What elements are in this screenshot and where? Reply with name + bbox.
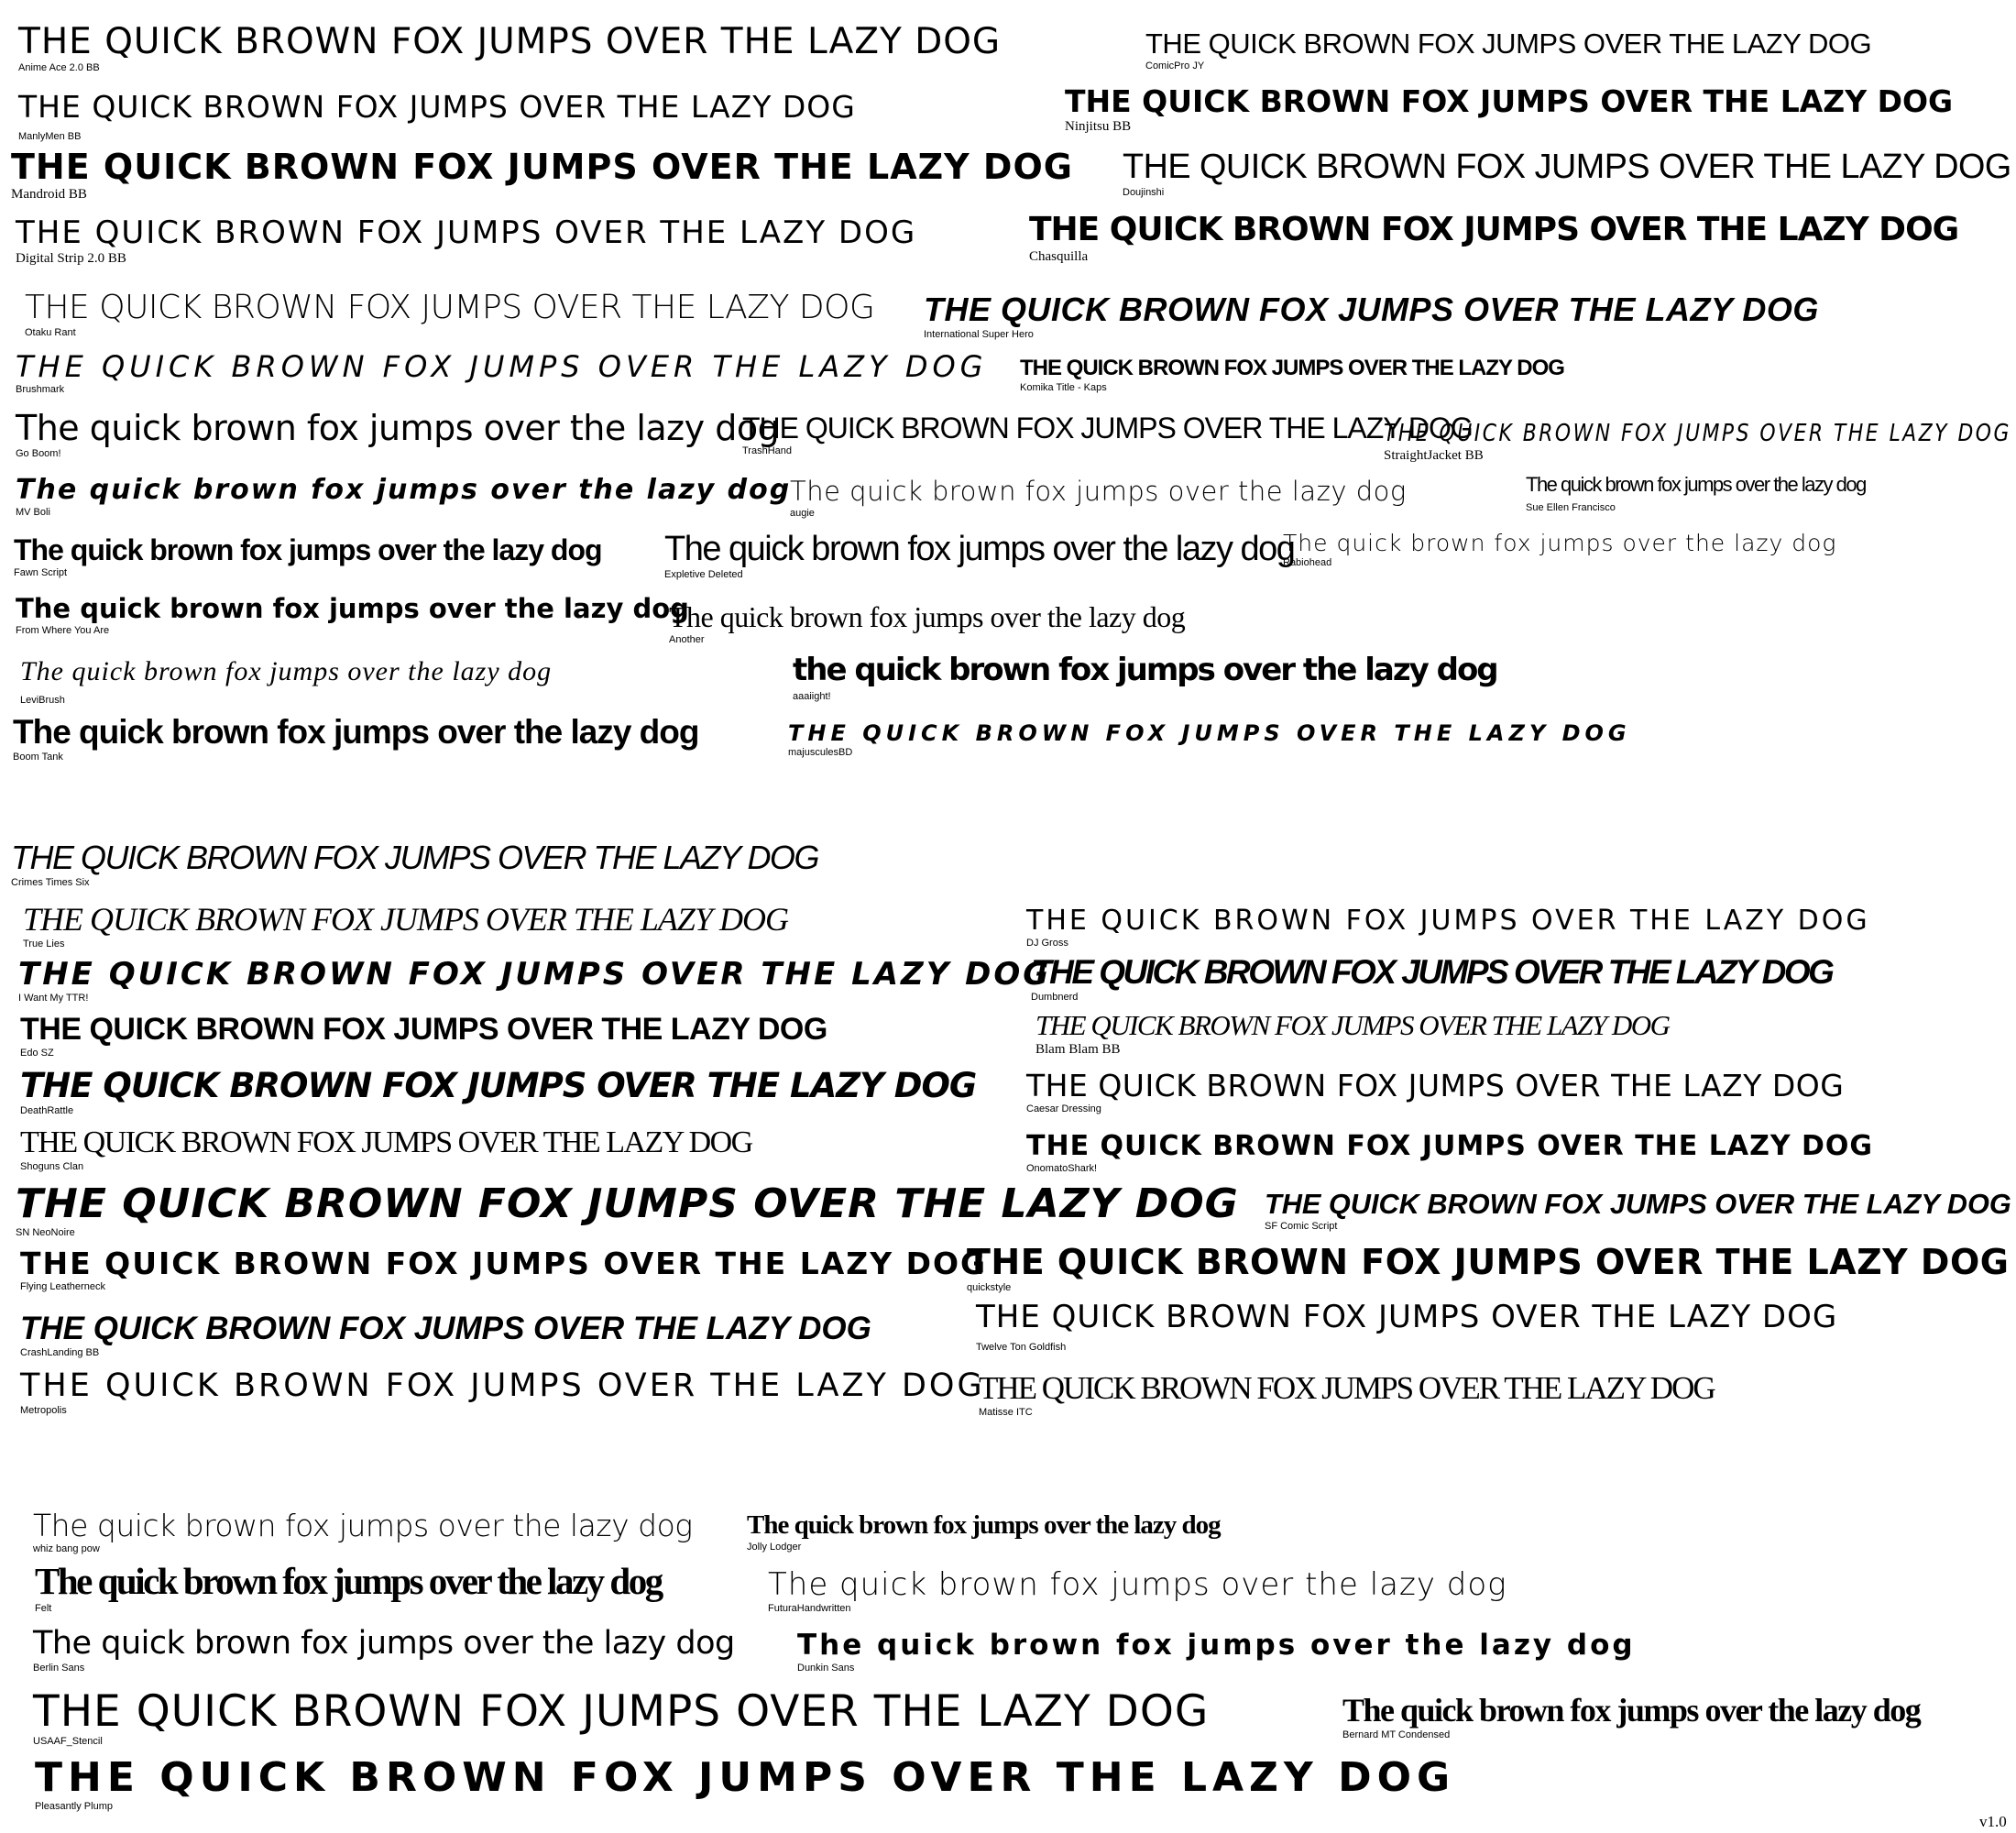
font-name-label: Komika Title - Kaps — [1020, 382, 1107, 393]
font-name-label: ComicPro JY — [1145, 60, 1205, 71]
sample-text: THE QUICK BROWN FOX JUMPS OVER THE LAZY DOG — [976, 1299, 1838, 1335]
font-name-label: Shoguns Clan — [20, 1161, 84, 1172]
sample-text: The quick brown fox jumps over the lazy dog — [16, 474, 792, 506]
font-specimen — [20, 1248, 987, 1292]
font-specimen — [1283, 532, 1836, 568]
font-specimen — [669, 602, 1185, 645]
font-name-label: CrashLanding BB — [20, 1347, 100, 1358]
sample-text: The quick brown fox jumps over the lazy dog — [16, 408, 780, 448]
sample-text: THE QUICK BROWN FOX JUMPS OVER THE LAZY DOG — [967, 1242, 2010, 1282]
font-specimen — [18, 956, 1052, 1004]
font-specimen — [11, 149, 1073, 203]
font-specimen — [788, 722, 1631, 758]
font-specimen — [1065, 83, 1954, 135]
font-specimen — [20, 1127, 752, 1172]
font-specimen — [979, 1372, 1715, 1418]
font-name-label: True Lies — [23, 938, 65, 949]
font-specimen — [18, 21, 1002, 73]
sample-text: THE QUICK BROWN FOX JUMPS OVER THE LAZY DOG — [1026, 905, 1870, 937]
sample-text: The quick brown fox jumps over the lazy dog — [1283, 530, 1837, 556]
font-specimen — [11, 841, 818, 888]
font-name-label: Boom Tank — [13, 752, 63, 763]
font-specimen — [33, 1686, 1210, 1747]
font-specimen — [976, 1301, 1837, 1353]
font-specimen — [1020, 357, 1564, 393]
font-specimen — [1026, 1130, 1874, 1174]
sample-text: THE QUICK BROWN FOX JUMPS OVER THE LAZY DOG — [23, 901, 788, 938]
font-specimen — [924, 293, 1819, 340]
sample-text: The quick brown fox jumps over the lazy dog — [33, 1625, 735, 1662]
font-name-label: Go Boom! — [16, 448, 61, 459]
font-specimen — [1035, 1011, 1670, 1058]
sample-text: THE QUICK BROWN FOX JUMPS OVER THE LAZY DOG — [1035, 1009, 1670, 1041]
font-name-label: Dumbnerd — [1031, 992, 1079, 1003]
font-name-label: Brushmark — [16, 384, 65, 395]
font-specimen — [1029, 211, 1959, 265]
sample-text: The quick brown fox jumps over the lazy dog — [14, 533, 602, 566]
font-specimen — [16, 474, 792, 518]
font-specimen — [16, 349, 988, 395]
sample-text: THE QUICK BROWN FOX JUMPS OVER THE LAZY DOG — [16, 214, 917, 251]
font-specimen — [768, 1566, 1507, 1614]
font-specimen — [797, 1631, 1636, 1674]
sample-text: THE QUICK BROWN FOX JUMPS OVER THE LAZY DOG — [924, 291, 1819, 328]
font-specimen — [742, 413, 1473, 456]
sample-text: THE QUICK BROWN FOX JUMPS OVER THE LAZY DOG — [20, 1367, 985, 1404]
sample-text: THE QUICK BROWN FOX JUMPS OVER THE LAZY DOG — [18, 21, 1002, 62]
sample-text: THE QUICK BROWN FOX JUMPS OVER THE LAZY DOG — [20, 1066, 977, 1105]
font-name-label: whiz bang pow — [33, 1543, 100, 1554]
font-specimen — [1526, 475, 1866, 513]
font-specimen — [1026, 907, 1870, 949]
font-specimen — [967, 1242, 2010, 1293]
font-name-label: Anime Ace 2.0 BB — [18, 62, 100, 73]
sample-text: THE QUICK BROWN FOX JUMPS OVER THE LAZY DOG — [20, 1246, 988, 1281]
font-name-label: Jolly Lodger — [747, 1542, 802, 1553]
sample-text: THE QUICK BROWN FOX JUMPS OVER THE LAZY DOG — [1031, 953, 1833, 991]
font-specimen — [20, 1312, 871, 1358]
sample-text: The quick brown fox jumps over the lazy dog — [1526, 473, 1866, 496]
font-specimen — [33, 1625, 735, 1674]
font-name-label: OnomatoShark! — [1026, 1163, 1098, 1174]
sample-text: THE QUICK BROWN FOX JUMPS OVER THE LAZY DOG — [35, 1754, 1456, 1801]
font-name-label: Another — [669, 634, 705, 645]
sample-text: THE QUICK BROWN FOX JUMPS OVER THE LAZY DOG — [1026, 1130, 1874, 1162]
font-specimen — [1145, 29, 1871, 71]
font-specimen — [747, 1512, 1221, 1553]
version-label: v1.0 — [1979, 1813, 2007, 1830]
font-specimen — [790, 478, 1407, 519]
font-name-label: Digital Strip 2.0 BB — [16, 251, 126, 266]
sample-text: THE QUICK BROWN FOX JUMPS OVER THE LAZY DOG — [1123, 148, 2011, 186]
sample-text: the quick brown fox jumps over the lazy dog — [793, 652, 1497, 688]
font-specimen — [664, 532, 1294, 580]
sample-text: THE QUICK BROWN FOX JUMPS OVER THE LAZY DOG — [18, 956, 1052, 993]
sample-text: The quick brown fox jumps over the lazy dog — [747, 1510, 1221, 1540]
font-name-label: Bernard MT Condensed — [1342, 1729, 1451, 1740]
font-specimen — [35, 1560, 662, 1614]
font-name-label: Felt — [35, 1603, 52, 1614]
font-name-label: International Super Hero — [924, 329, 1034, 340]
sample-text: THE QUICK BROWN FOX JUMPS OVER THE LAZY DOG — [1026, 1068, 1845, 1103]
font-name-label: aaaiight! — [793, 691, 831, 702]
font-specimen — [25, 291, 874, 338]
sample-text: The quick brown fox jumps over the lazy dog — [35, 1560, 662, 1602]
sample-text: THE QUICK BROWN FOX JUMPS OVER THE LAZY DOG — [11, 147, 1073, 187]
sample-text: THE QUICK BROWN FOX JUMPS OVER THE LAZY DOG — [1384, 420, 2011, 447]
font-specimen — [20, 658, 552, 706]
font-name-label: SN NeoNoire — [16, 1227, 75, 1238]
sample-text: THE QUICK BROWN FOX JUMPS OVER THE LAZY DOG — [16, 349, 988, 384]
sample-text: THE QUICK BROWN FOX JUMPS OVER THE LAZY DOG — [20, 1125, 752, 1159]
font-specimen — [1026, 1070, 1844, 1114]
font-specimen — [14, 535, 602, 578]
font-name-label: augie — [790, 508, 815, 519]
font-specimen — [20, 1014, 827, 1059]
sample-text: THE QUICK BROWN FOX JUMPS OVER THE LAZY DOG — [18, 89, 856, 125]
font-specimen — [13, 715, 699, 763]
sample-text: The quick brown fox jumps over the lazy dog — [669, 600, 1186, 633]
font-name-label: StraightJacket BB — [1384, 448, 1484, 463]
sample-text: THE QUICK BROWN FOX JUMPS OVER THE LAZY DOG — [1265, 1188, 2011, 1220]
sample-text: THE QUICK BROWN FOX JUMPS OVER THE LAZY DOG — [742, 412, 1473, 445]
font-name-label: Caesar Dressing — [1026, 1103, 1101, 1114]
font-name-label: Crimes Times Six — [11, 877, 90, 888]
font-name-label: Doujinshi — [1123, 187, 1165, 198]
font-name-label: DeathRattle — [20, 1105, 74, 1116]
font-name-label: Matisse ITC — [979, 1407, 1033, 1418]
font-specimen — [1265, 1190, 2016, 1232]
font-name-label: Metropolis — [20, 1405, 67, 1416]
font-name-label: ManlyMen BB — [18, 131, 82, 142]
font-name-label: Berlin Sans — [33, 1663, 85, 1674]
sample-text: The quick brown fox jumps over the lazy dog — [33, 1508, 693, 1543]
sample-text: THE QUICK BROWN FOX JUMPS OVER THE LAZY DOG — [20, 1311, 871, 1346]
font-specimen — [1031, 955, 1832, 1003]
sample-text: The quick brown fox jumps over the lazy dog — [797, 1629, 1636, 1662]
font-name-label: Ninjitsu BB — [1065, 119, 1132, 134]
font-name-label: LeviBrush — [20, 695, 65, 706]
font-specimen — [16, 214, 917, 267]
sample-text: THE QUICK BROWN FOX JUMPS OVER THE LAZY DOG — [1020, 356, 1564, 380]
font-name-label: Edo SZ — [20, 1048, 54, 1059]
font-specimen — [18, 89, 856, 142]
font-specimen — [16, 408, 780, 459]
font-name-label: Dunkin Sans — [797, 1663, 855, 1674]
font-specimen — [1123, 149, 2016, 198]
font-specimen — [1384, 422, 2016, 464]
font-name-label: quickstyle — [967, 1282, 1012, 1293]
sample-text: THE QUICK BROWN FOX JUMPS OVER THE LAZY DOG — [788, 720, 1631, 746]
sample-text: The quick brown fox jumps over the lazy dog — [13, 713, 699, 751]
sample-text: THE QUICK BROWN FOX JUMPS OVER THE LAZY DOG — [1145, 27, 1872, 60]
sample-text: THE QUICK BROWN FOX JUMPS OVER THE LAZY DOG — [25, 289, 875, 326]
sample-text: The quick brown fox jumps over the lazy dog — [664, 530, 1295, 568]
sample-text: The quick brown fox jumps over the lazy dog — [768, 1566, 1507, 1603]
font-name-label: Blam Blam BB — [1035, 1042, 1121, 1057]
font-name-label: Rabiohead — [1283, 557, 1332, 568]
font-name-label: I Want My TTR! — [18, 993, 89, 1004]
font-specimen — [793, 654, 1497, 702]
font-name-label: Fawn Script — [14, 567, 68, 578]
font-name-label: Flying Leatherneck — [20, 1281, 105, 1292]
font-name-label: SF Comic Script — [1265, 1221, 1338, 1232]
sample-text: The quick brown fox jumps over the lazy dog — [20, 656, 553, 686]
font-name-label: TrashHand — [742, 445, 793, 456]
font-name-label: Twelve Ton Goldfish — [976, 1342, 1067, 1353]
sample-text: THE QUICK BROWN FOX JUMPS OVER THE LAZY DOG — [20, 1012, 827, 1047]
font-specimen — [1342, 1694, 1920, 1740]
font-specimen — [16, 593, 689, 636]
font-specimen — [35, 1754, 1456, 1812]
sample-text: The quick brown fox jumps over the lazy dog — [1342, 1692, 1921, 1729]
font-specimen — [33, 1510, 693, 1554]
sample-text: THE QUICK BROWN FOX JUMPS OVER THE LAZY DOG — [16, 1180, 1239, 1227]
sample-text: THE QUICK BROWN FOX JUMPS OVER THE LAZY DOG — [33, 1686, 1210, 1737]
sample-text: THE QUICK BROWN FOX JUMPS OVER THE LAZY DOG — [1029, 211, 1959, 248]
font-name-label: FuturaHandwritten — [768, 1603, 851, 1614]
sample-text: The quick brown fox jumps over the lazy dog — [790, 476, 1407, 507]
font-name-label: From Where You Are — [16, 625, 110, 636]
sample-text: THE QUICK BROWN FOX JUMPS OVER THE LAZY DOG — [11, 839, 818, 876]
font-name-label: Chasquilla — [1029, 249, 1089, 264]
font-name-label: DJ Gross — [1026, 938, 1068, 949]
sample-text: The quick brown fox jumps over the lazy dog — [16, 593, 689, 624]
font-specimen — [23, 903, 788, 949]
sample-text: THE QUICK BROWN FOX JUMPS OVER THE LAZY DOG — [979, 1370, 1715, 1406]
font-name-label: MV Boli — [16, 507, 50, 518]
font-specimen — [20, 1367, 985, 1416]
font-name-label: USAAF_Stencil — [33, 1736, 103, 1747]
font-name-label: majusculesBD — [788, 747, 853, 758]
font-name-label: Otaku Rant — [25, 327, 76, 338]
font-specimen — [16, 1180, 1239, 1238]
font-specimen — [20, 1066, 977, 1116]
font-name-label: Expletive Deleted — [664, 569, 743, 580]
font-name-label: Pleasantly Plump — [35, 1801, 113, 1812]
sample-text: THE QUICK BROWN FOX JUMPS OVER THE LAZY DOG — [1065, 83, 1954, 119]
font-name-label: Mandroid BB — [11, 187, 87, 202]
font-name-label: Sue Ellen Francisco — [1526, 502, 1616, 513]
